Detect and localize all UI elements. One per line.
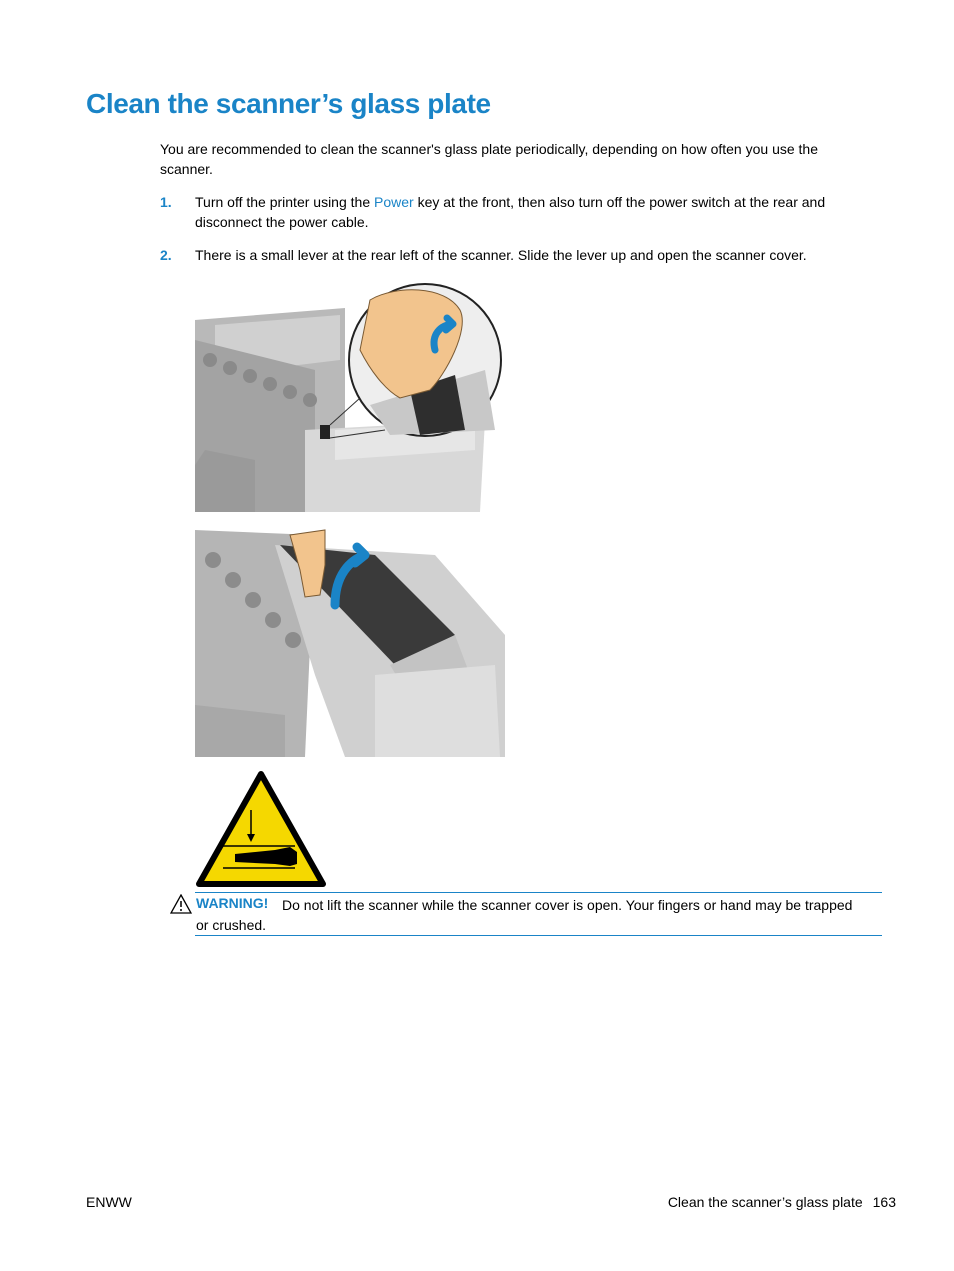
footer-doc-code: ENWW [86,1194,132,1210]
step-number: 2. [160,247,172,263]
step-number: 1. [160,194,172,210]
page-title: Clean the scanner’s glass plate [86,88,491,119]
warning-text: Do not lift the scanner while the scanner cover is open. Your fingers or hand may be trapped or crushed. [196,897,853,933]
page-number: 163 [872,1194,896,1210]
step-text: Turn off the printer using the Power key at the front, then also turn off the power switch at the rear and disconnect the power cable. [195,194,826,230]
step-text: There is a small lever at the rear left of the scanner. Slide the lever up and open the scanner cover. [195,247,807,263]
scanner-lever-illustration [195,280,505,512]
hand-crush-warning-icon [195,770,327,890]
warning-triangle-icon [170,894,192,914]
intro-paragraph: You are recommended to clean the scanner's glass plate periodically, depending on how often you use the scanner. [160,141,818,177]
footer-section-title: Clean the scanner’s glass plate [667,1194,863,1210]
warning-label: WARNING! [196,895,269,911]
power-key-label: Power [374,194,414,210]
scanner-cover-opening-illustration [195,525,505,757]
footer-right [668,1194,896,1210]
